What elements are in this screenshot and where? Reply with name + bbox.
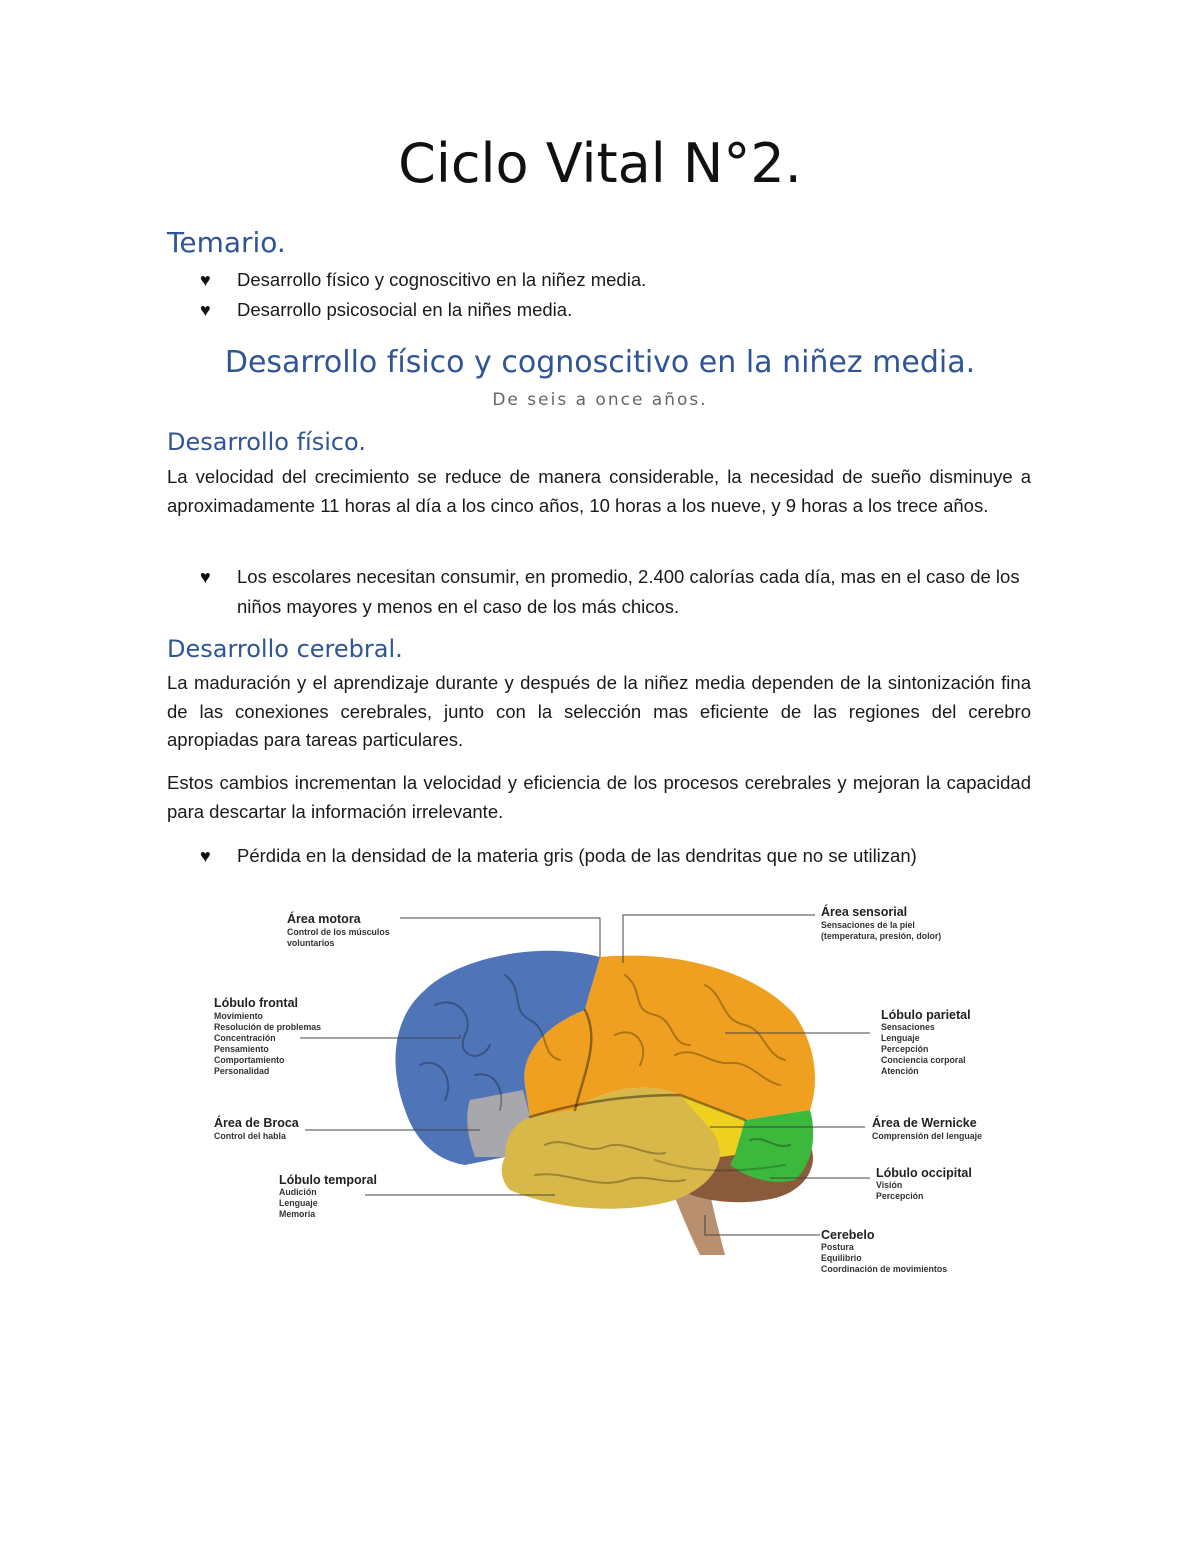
label-lobulo-temporal: [279, 1173, 377, 1219]
label-cerebelo: [821, 1228, 947, 1274]
label-line: Visión: [876, 1180, 903, 1190]
label-title: Área de Broca: [214, 1116, 299, 1130]
label-title: Lóbulo temporal: [279, 1173, 377, 1187]
label-line: Lenguaje: [881, 1033, 920, 1043]
section-heading: Desarrollo físico y cognoscitivo en la niñez media.: [224, 345, 976, 380]
list-item-text: Desarrollo psicosocial en la niñes media.: [237, 299, 573, 320]
label-line: Postura: [821, 1242, 854, 1252]
list-item: [200, 841, 1030, 871]
label-title: Lóbulo occipital: [876, 1166, 972, 1180]
cerebral-heading: Desarrollo cerebral.: [167, 635, 403, 663]
label-lobulo-parietal: [881, 1008, 971, 1076]
cerebral-paragraph-1: La maduración y el aprendizaje durante y después de la niñez media dependen de la sintonización fina de las conexiones cerebrales, junto con la selección mas eficiente de las regiones del cerebro apropiadas para tareas particulares.: [167, 672, 1031, 750]
heart-bullet-icon: ♥: [200, 846, 211, 866]
temario-list: [200, 265, 646, 325]
label-line: Lenguaje: [279, 1198, 318, 1208]
heart-bullet-icon: ♥: [200, 567, 211, 587]
label-line: Comprensión del lenguaje: [872, 1131, 982, 1141]
label-line: Comportamiento: [214, 1055, 285, 1065]
document-title: Ciclo Vital N°2.: [398, 132, 802, 195]
list-item-text: Desarrollo físico y cognoscitivo en la niñez media.: [237, 269, 647, 290]
list-item: [200, 562, 1030, 622]
label-title: Área sensorial: [821, 905, 908, 919]
label-area-motora: [287, 911, 390, 948]
label-line: Audición: [279, 1187, 317, 1197]
cerebral-paragraph-2: Estos cambios incrementan la velocidad y eficiencia de los procesos cerebrales y mejoran la capacidad para descartar la información irrelevante.: [167, 772, 1031, 822]
label-line: (temperatura, presión, dolor): [821, 931, 942, 941]
label-title: Área de Wernicke: [872, 1116, 977, 1130]
list-item-text: Los escolares necesitan consumir, en promedio, 2.400 calorías cada día, mas en el caso de los niños mayores y menos en el caso de los más chicos.: [237, 566, 1020, 617]
cerebral-bullets: [200, 841, 1030, 871]
label-line: Sensaciones de la piel: [821, 920, 915, 930]
label-line: voluntarios: [287, 938, 335, 948]
label-lobulo-occipital: [876, 1166, 972, 1201]
label-line: Concentración: [214, 1033, 276, 1043]
brain-diagram: [205, 895, 1005, 1285]
heart-bullet-icon: ♥: [200, 300, 211, 320]
label-line: Pensamiento: [214, 1044, 269, 1054]
label-line: Control del habla: [214, 1131, 286, 1141]
label-line: Equilibrio: [821, 1253, 862, 1263]
fisico-paragraph: La velocidad del crecimiento se reduce de manera considerable, la necesidad de sueño disminuye a aproximadamente 11 horas al día a los cinco años, 10 horas a los nueve, y 9 horas a los trece años.: [167, 466, 1031, 516]
label-line: Movimiento: [214, 1011, 263, 1021]
label-title: Lóbulo parietal: [881, 1008, 971, 1022]
fisico-heading: Desarrollo físico.: [167, 428, 366, 456]
label-line: Memoria: [279, 1209, 316, 1219]
label-area-broca: [214, 1115, 300, 1141]
label-lobulo-frontal: [214, 996, 321, 1076]
label-line: Atención: [881, 1066, 919, 1076]
list-item: [200, 265, 646, 295]
temario-heading: Temario.: [167, 226, 286, 259]
label-title: Área motora: [287, 912, 361, 926]
label-line: Coordinación de movimientos: [821, 1264, 948, 1274]
fisico-bullets: [200, 562, 1030, 622]
heart-bullet-icon: ♥: [200, 270, 211, 290]
label-title: Cerebelo: [821, 1228, 875, 1242]
label-title: Lóbulo frontal: [214, 996, 299, 1010]
label-area-sensorial: [821, 904, 941, 941]
label-line: Resolución de problemas: [214, 1022, 322, 1032]
label-line: Personalidad: [214, 1066, 270, 1076]
label-line: Sensaciones: [881, 1022, 935, 1032]
section-subtitle: De seis a once años.: [492, 390, 708, 410]
list-item: [200, 295, 646, 325]
label-area-wernicke: [872, 1115, 982, 1141]
brain-illustration: [395, 951, 815, 1255]
label-line: Conciencia corporal: [881, 1055, 966, 1065]
label-line: Control de los músculos: [287, 927, 390, 937]
label-line: Percepción: [881, 1044, 929, 1054]
list-item-text: Pérdida en la densidad de la materia gris (poda de las dendritas que no se utilizan): [237, 845, 917, 866]
label-line: Percepción: [876, 1191, 924, 1201]
